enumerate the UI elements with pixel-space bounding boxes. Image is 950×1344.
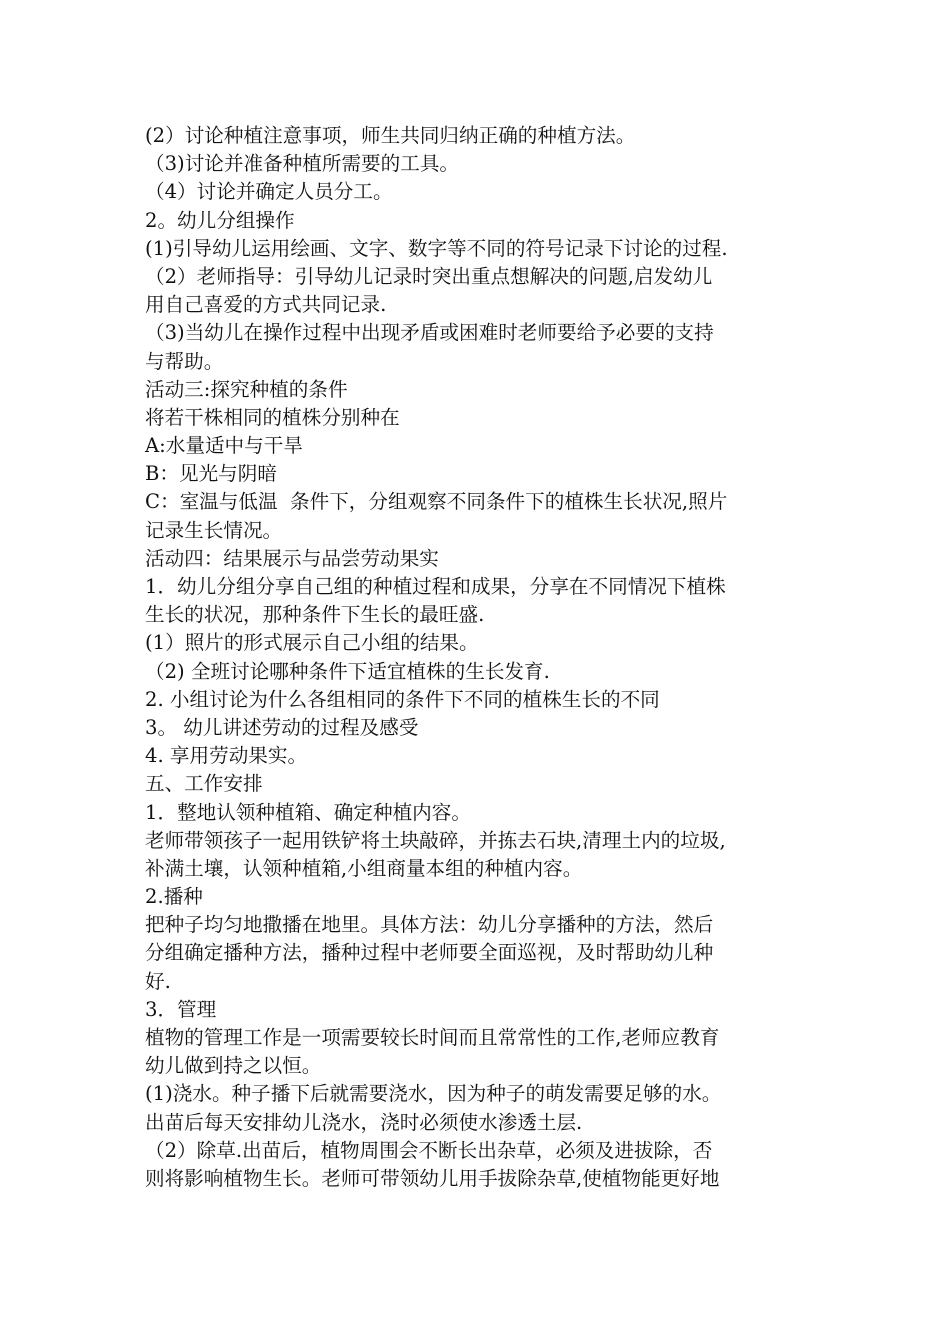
text-line: 3。 幼儿讲述劳动的过程及感受 bbox=[145, 715, 419, 739]
text-line: (1)引导幼儿运用绘画、文字、数字等不同的符号记录下讨论的过程. bbox=[145, 236, 728, 260]
text-line: （2）除草.出苗后，植物周围会不断长出杂草，必须及进拔除，否 bbox=[145, 1138, 713, 1162]
text-line: (2）讨论种植注意事项，师生共同归纳正确的种植方法。 bbox=[145, 124, 636, 147]
section-heading: 五、工作安排 bbox=[145, 772, 263, 796]
text-line: (1）照片的形式展示自己小组的结果。 bbox=[145, 631, 479, 655]
text-line: 出苗后每天安排幼儿浇水，浇时必须使水渗透土层. bbox=[145, 1110, 583, 1134]
section-heading: 活动四：结果展示与品尝劳动果实 bbox=[145, 546, 439, 570]
section-heading: 活动三:探究种植的条件 bbox=[145, 377, 348, 401]
text-line: 4. 享用劳动果实。 bbox=[145, 744, 308, 768]
text-line: 老师带领孩子一起用铁铲将土块敲碎，并拣去石块,清理土内的垃圾, bbox=[145, 828, 726, 852]
text-line: 2. 小组讨论为什么各组相同的条件下不同的植株生长的不同 bbox=[145, 687, 660, 711]
text-line: 则将影响植物生长。老师可带领幼儿用手拔除杂草,使植物能更好地 bbox=[145, 1166, 720, 1190]
text-line: 与帮助。 bbox=[145, 349, 224, 373]
text-line: 把种子均匀地撒播在地里。具体方法：幼儿分享播种的方法，然后 bbox=[145, 913, 714, 937]
text-line: 幼儿做到持之以恒。 bbox=[145, 1054, 322, 1078]
text-line: （2）老师指导：引导幼儿记录时突出重点想解决的问题,启发幼儿 bbox=[145, 264, 713, 288]
text-line: 1．幼儿分组分享自己组的种植过程和成果，分享在不同情况下植株 bbox=[145, 575, 726, 598]
text-line: 生长的状况，那种条件下生长的最旺盛. bbox=[145, 603, 485, 627]
text-line: 补满土壤，认领种植箱,小组商量本组的种植内容。 bbox=[145, 856, 583, 880]
text-line: 植物的管理工作是一项需要较长时间而且常常性的工作,老师应教育 bbox=[145, 1026, 720, 1049]
text-line: 记录生长情况。 bbox=[145, 518, 283, 542]
text-line: 1．整地认领种植箱、确定种植内容。 bbox=[145, 800, 471, 824]
text-line: 用自己喜爱的方式共同记录. bbox=[145, 293, 387, 317]
text-line: A:水量适中与干旱 bbox=[145, 434, 303, 458]
text-line: （2) 全班讨论哪种条件下适宜植株的生长发育. bbox=[145, 659, 550, 683]
text-line: 将若干株相同的植株分别种在 bbox=[145, 405, 400, 429]
text-line: （3)当幼儿在操作过程中出现矛盾或困难时老师要给予必要的支持 bbox=[145, 321, 714, 345]
text-line: 好. bbox=[145, 969, 171, 993]
text-line: （4）讨论并确定人员分工。 bbox=[145, 180, 393, 204]
section-heading: 2。幼儿分组操作 bbox=[145, 208, 295, 232]
text-line: （3)讨论并准备种植所需要的工具。 bbox=[145, 152, 460, 176]
text-line: C：室温与低温 条件下，分组观察不同条件下的植株生长状况,照片 bbox=[145, 490, 728, 514]
text-line: (1)浇水。种子播下后就需要浇水，因为种子的萌发需要足够的水。 bbox=[145, 1082, 722, 1106]
text-line: B：见光与阴暗 bbox=[145, 462, 277, 486]
document-body bbox=[145, 122, 835, 1193]
section-heading: 2.播种 bbox=[145, 885, 203, 909]
section-heading: 3．管理 bbox=[145, 997, 217, 1021]
text-line: 分组确定播种方法，播种过程中老师要全面巡视，及时帮助幼儿种 bbox=[145, 941, 714, 965]
